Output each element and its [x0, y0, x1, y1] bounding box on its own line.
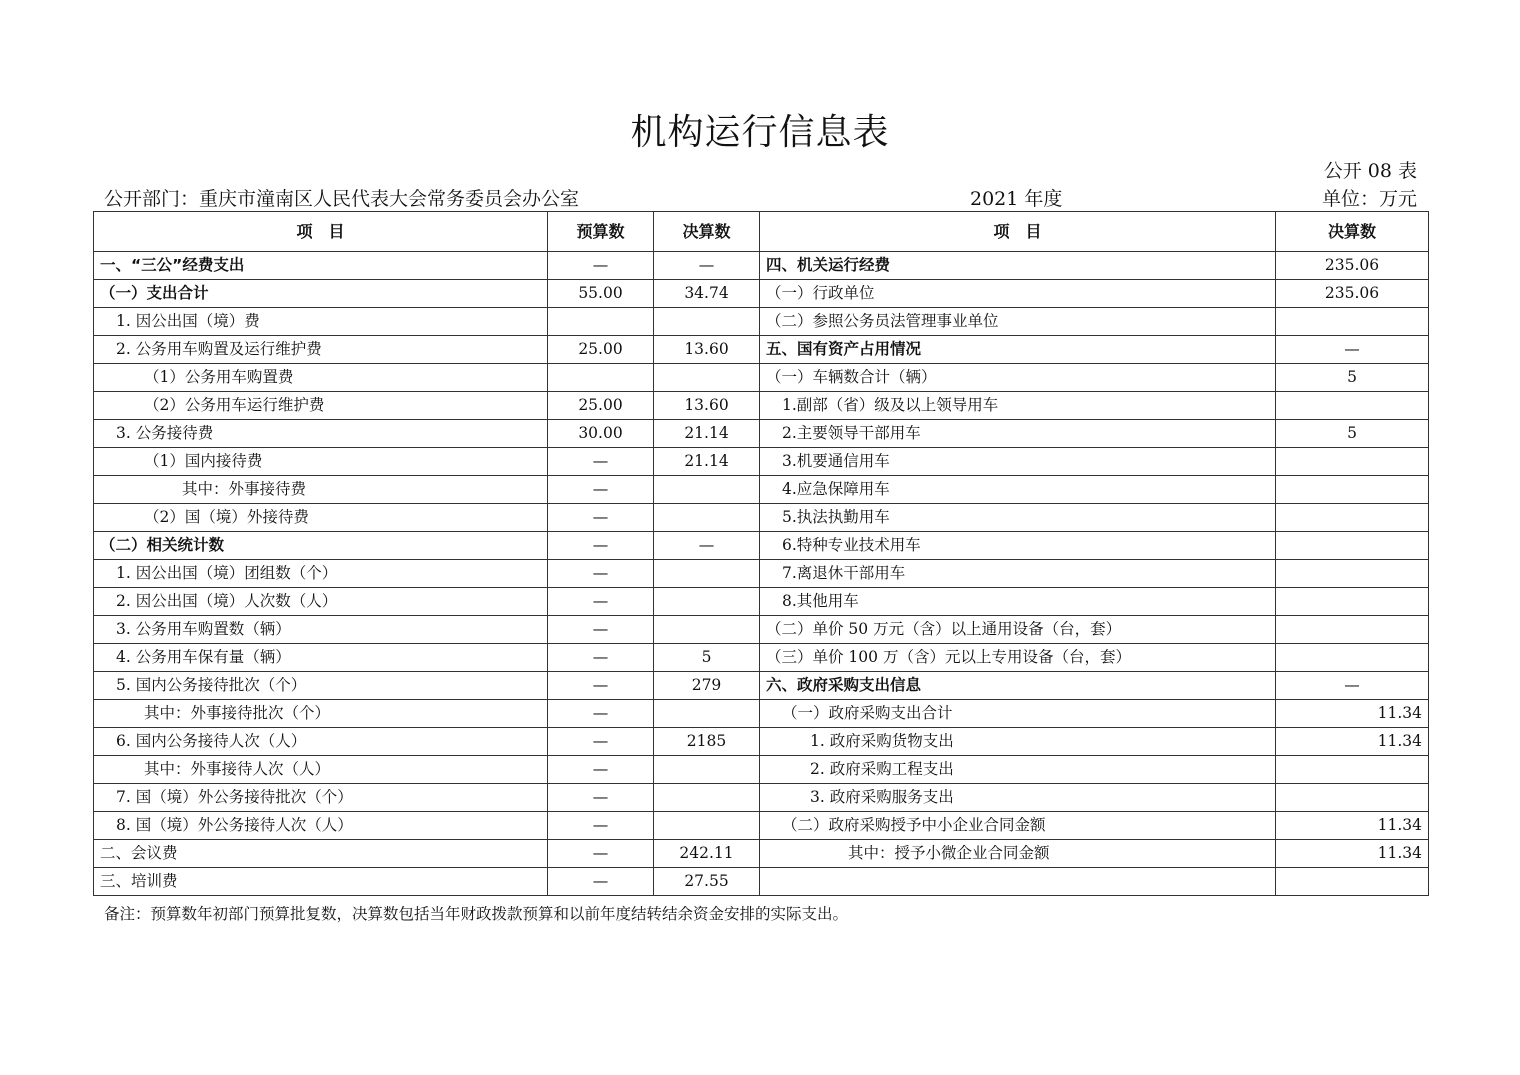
table-row [94, 812, 1429, 840]
table-row [94, 504, 1429, 532]
year-label: 2021 年度 [970, 188, 1063, 210]
right-item-cell: 3. 政府采购服务支出 [760, 784, 1276, 812]
left-item-cell: 二、会议费 [94, 840, 548, 868]
final-cell: 21.14 [654, 448, 760, 476]
final-cell [654, 364, 760, 392]
budget-cell: 25.00 [548, 336, 654, 364]
right-final-cell [1276, 616, 1429, 644]
header-final: 决算数 [654, 212, 760, 252]
budget-cell: 25.00 [548, 392, 654, 420]
table-row [94, 392, 1429, 420]
table-row [94, 336, 1429, 364]
right-item-cell [760, 868, 1276, 896]
table-row [94, 672, 1429, 700]
right-final-cell [1276, 476, 1429, 504]
final-cell [654, 616, 760, 644]
budget-cell: 55.00 [548, 280, 654, 308]
final-cell: 279 [654, 672, 760, 700]
header-right-final: 决算数 [1276, 212, 1429, 252]
table-row [94, 700, 1429, 728]
header-left-item: 项 目 [94, 212, 548, 252]
table-row [94, 616, 1429, 644]
final-cell [654, 560, 760, 588]
right-item-cell: （三）单价 100 万（含）元以上专用设备（台，套） [760, 644, 1276, 672]
budget-cell: — [548, 644, 654, 672]
left-item-cell: 2. 公务用车购置及运行维护费 [94, 336, 548, 364]
budget-cell: — [548, 588, 654, 616]
right-final-cell: 5 [1276, 364, 1429, 392]
right-final-cell: 11.34 [1276, 728, 1429, 756]
table-row [94, 784, 1429, 812]
left-item-cell: 1. 因公出国（境）团组数（个） [94, 560, 548, 588]
left-item-cell: 3. 公务用车购置数（辆） [94, 616, 548, 644]
left-item-cell: （2）公务用车运行维护费 [94, 392, 548, 420]
budget-cell: — [548, 784, 654, 812]
right-final-cell [1276, 392, 1429, 420]
right-item-cell: 1. 政府采购货物支出 [760, 728, 1276, 756]
left-item-cell: （二）相关统计数 [94, 532, 548, 560]
budget-cell: — [548, 840, 654, 868]
budget-cell: — [548, 616, 654, 644]
right-item-cell: 五、国有资产占用情况 [760, 336, 1276, 364]
budget-cell: — [548, 252, 654, 280]
budget-cell: — [548, 448, 654, 476]
table-row [94, 308, 1429, 336]
final-cell: 21.14 [654, 420, 760, 448]
right-item-cell: 1.副部（省）级及以上领导用车 [760, 392, 1276, 420]
right-final-cell [1276, 308, 1429, 336]
right-final-cell: 235.06 [1276, 252, 1429, 280]
right-item-cell: 其中：授予小微企业合同金额 [760, 840, 1276, 868]
budget-cell: — [548, 532, 654, 560]
right-final-cell [1276, 868, 1429, 896]
final-cell: — [654, 252, 760, 280]
right-final-cell [1276, 756, 1429, 784]
department-label: 公开部门：重庆市潼南区人民代表大会常务委员会办公室 [104, 188, 580, 210]
left-item-cell: （2）国（境）外接待费 [94, 504, 548, 532]
budget-cell: — [548, 868, 654, 896]
left-item-cell: 其中：外事接待人次（人） [94, 756, 548, 784]
final-cell: 242.11 [654, 840, 760, 868]
final-cell: 13.60 [654, 336, 760, 364]
left-item-cell: 6. 国内公务接待人次（人） [94, 728, 548, 756]
page-title: 机构运行信息表 [630, 112, 890, 153]
right-item-cell: 5.执法执勤用车 [760, 504, 1276, 532]
table-row [94, 280, 1429, 308]
table-row [94, 560, 1429, 588]
final-cell [654, 308, 760, 336]
table-header-row [94, 212, 1429, 252]
budget-cell: — [548, 812, 654, 840]
right-final-cell [1276, 588, 1429, 616]
final-cell [654, 812, 760, 840]
table-row [94, 840, 1429, 868]
right-final-cell [1276, 448, 1429, 476]
right-final-cell: 11.34 [1276, 700, 1429, 728]
table-row [94, 448, 1429, 476]
right-final-cell [1276, 532, 1429, 560]
left-item-cell: 2. 因公出国（境）人次数（人） [94, 588, 548, 616]
budget-cell: — [548, 700, 654, 728]
final-cell: 34.74 [654, 280, 760, 308]
final-cell: 13.60 [654, 392, 760, 420]
right-item-cell: 4.应急保障用车 [760, 476, 1276, 504]
final-cell [654, 504, 760, 532]
final-cell: — [654, 532, 760, 560]
left-item-cell: 5. 国内公务接待批次（个） [94, 672, 548, 700]
final-cell: 5 [654, 644, 760, 672]
final-cell [654, 784, 760, 812]
right-final-cell: 11.34 [1276, 840, 1429, 868]
left-item-cell: 其中：外事接待批次（个） [94, 700, 548, 728]
left-item-cell: 三、培训费 [94, 868, 548, 896]
info-table [93, 211, 1429, 896]
budget-cell: — [548, 728, 654, 756]
left-item-cell: 3. 公务接待费 [94, 420, 548, 448]
right-item-cell: （一）政府采购支出合计 [760, 700, 1276, 728]
left-item-cell: 7. 国（境）外公务接待批次（个） [94, 784, 548, 812]
right-item-cell: 6.特种专业技术用车 [760, 532, 1276, 560]
budget-cell: 30.00 [548, 420, 654, 448]
table-row [94, 588, 1429, 616]
right-final-cell: 235.06 [1276, 280, 1429, 308]
right-item-cell: （一）车辆数合计（辆） [760, 364, 1276, 392]
right-item-cell: （二）单价 50 万元（含）以上通用设备（台，套） [760, 616, 1276, 644]
right-item-cell: 7.离退休干部用车 [760, 560, 1276, 588]
left-item-cell: 其中：外事接待费 [94, 476, 548, 504]
right-item-cell: 8.其他用车 [760, 588, 1276, 616]
header-right-item: 项 目 [760, 212, 1276, 252]
table-row [94, 868, 1429, 896]
budget-cell [548, 364, 654, 392]
table-row [94, 252, 1429, 280]
left-item-cell: （一）支出合计 [94, 280, 548, 308]
left-item-cell: 4. 公务用车保有量（辆） [94, 644, 548, 672]
final-cell [654, 588, 760, 616]
right-item-cell: 2.主要领导干部用车 [760, 420, 1276, 448]
budget-cell: — [548, 504, 654, 532]
left-item-cell: （1）国内接待费 [94, 448, 548, 476]
right-final-cell [1276, 644, 1429, 672]
final-cell: 27.55 [654, 868, 760, 896]
left-item-cell: （1）公务用车购置费 [94, 364, 548, 392]
budget-cell: — [548, 756, 654, 784]
right-final-cell [1276, 560, 1429, 588]
final-cell [654, 700, 760, 728]
right-final-cell [1276, 784, 1429, 812]
budget-cell [548, 308, 654, 336]
budget-cell: — [548, 672, 654, 700]
final-cell: 2185 [654, 728, 760, 756]
budget-cell: — [548, 560, 654, 588]
table-row [94, 728, 1429, 756]
table-row [94, 644, 1429, 672]
left-item-cell: 一、“三公”经费支出 [94, 252, 548, 280]
table-row [94, 364, 1429, 392]
right-item-cell: （一）行政单位 [760, 280, 1276, 308]
right-final-cell [1276, 504, 1429, 532]
unit-label: 单位：万元 [1321, 188, 1417, 210]
footnote: 备注：预算数年初部门预算批复数，决算数包括当年财政拨款预算和以前年度结转结余资金安排的实际支出。 [104, 905, 849, 923]
form-number: 公开 08 表 [1323, 160, 1417, 182]
right-item-cell: 六、政府采购支出信息 [760, 672, 1276, 700]
left-item-cell: 1. 因公出国（境）费 [94, 308, 548, 336]
right-item-cell: 四、机关运行经费 [760, 252, 1276, 280]
right-final-cell: — [1276, 672, 1429, 700]
right-final-cell: 5 [1276, 420, 1429, 448]
header-budget: 预算数 [548, 212, 654, 252]
left-item-cell: 8. 国（境）外公务接待人次（人） [94, 812, 548, 840]
final-cell [654, 756, 760, 784]
right-final-cell: — [1276, 336, 1429, 364]
budget-cell: — [548, 476, 654, 504]
right-item-cell: （二）参照公务员法管理事业单位 [760, 308, 1276, 336]
final-cell [654, 476, 760, 504]
right-final-cell: 11.34 [1276, 812, 1429, 840]
right-item-cell: 3.机要通信用车 [760, 448, 1276, 476]
table-row [94, 420, 1429, 448]
table-row [94, 476, 1429, 504]
right-item-cell: 2. 政府采购工程支出 [760, 756, 1276, 784]
right-item-cell: （二）政府采购授予中小企业合同金额 [760, 812, 1276, 840]
table-row [94, 532, 1429, 560]
table-row [94, 756, 1429, 784]
